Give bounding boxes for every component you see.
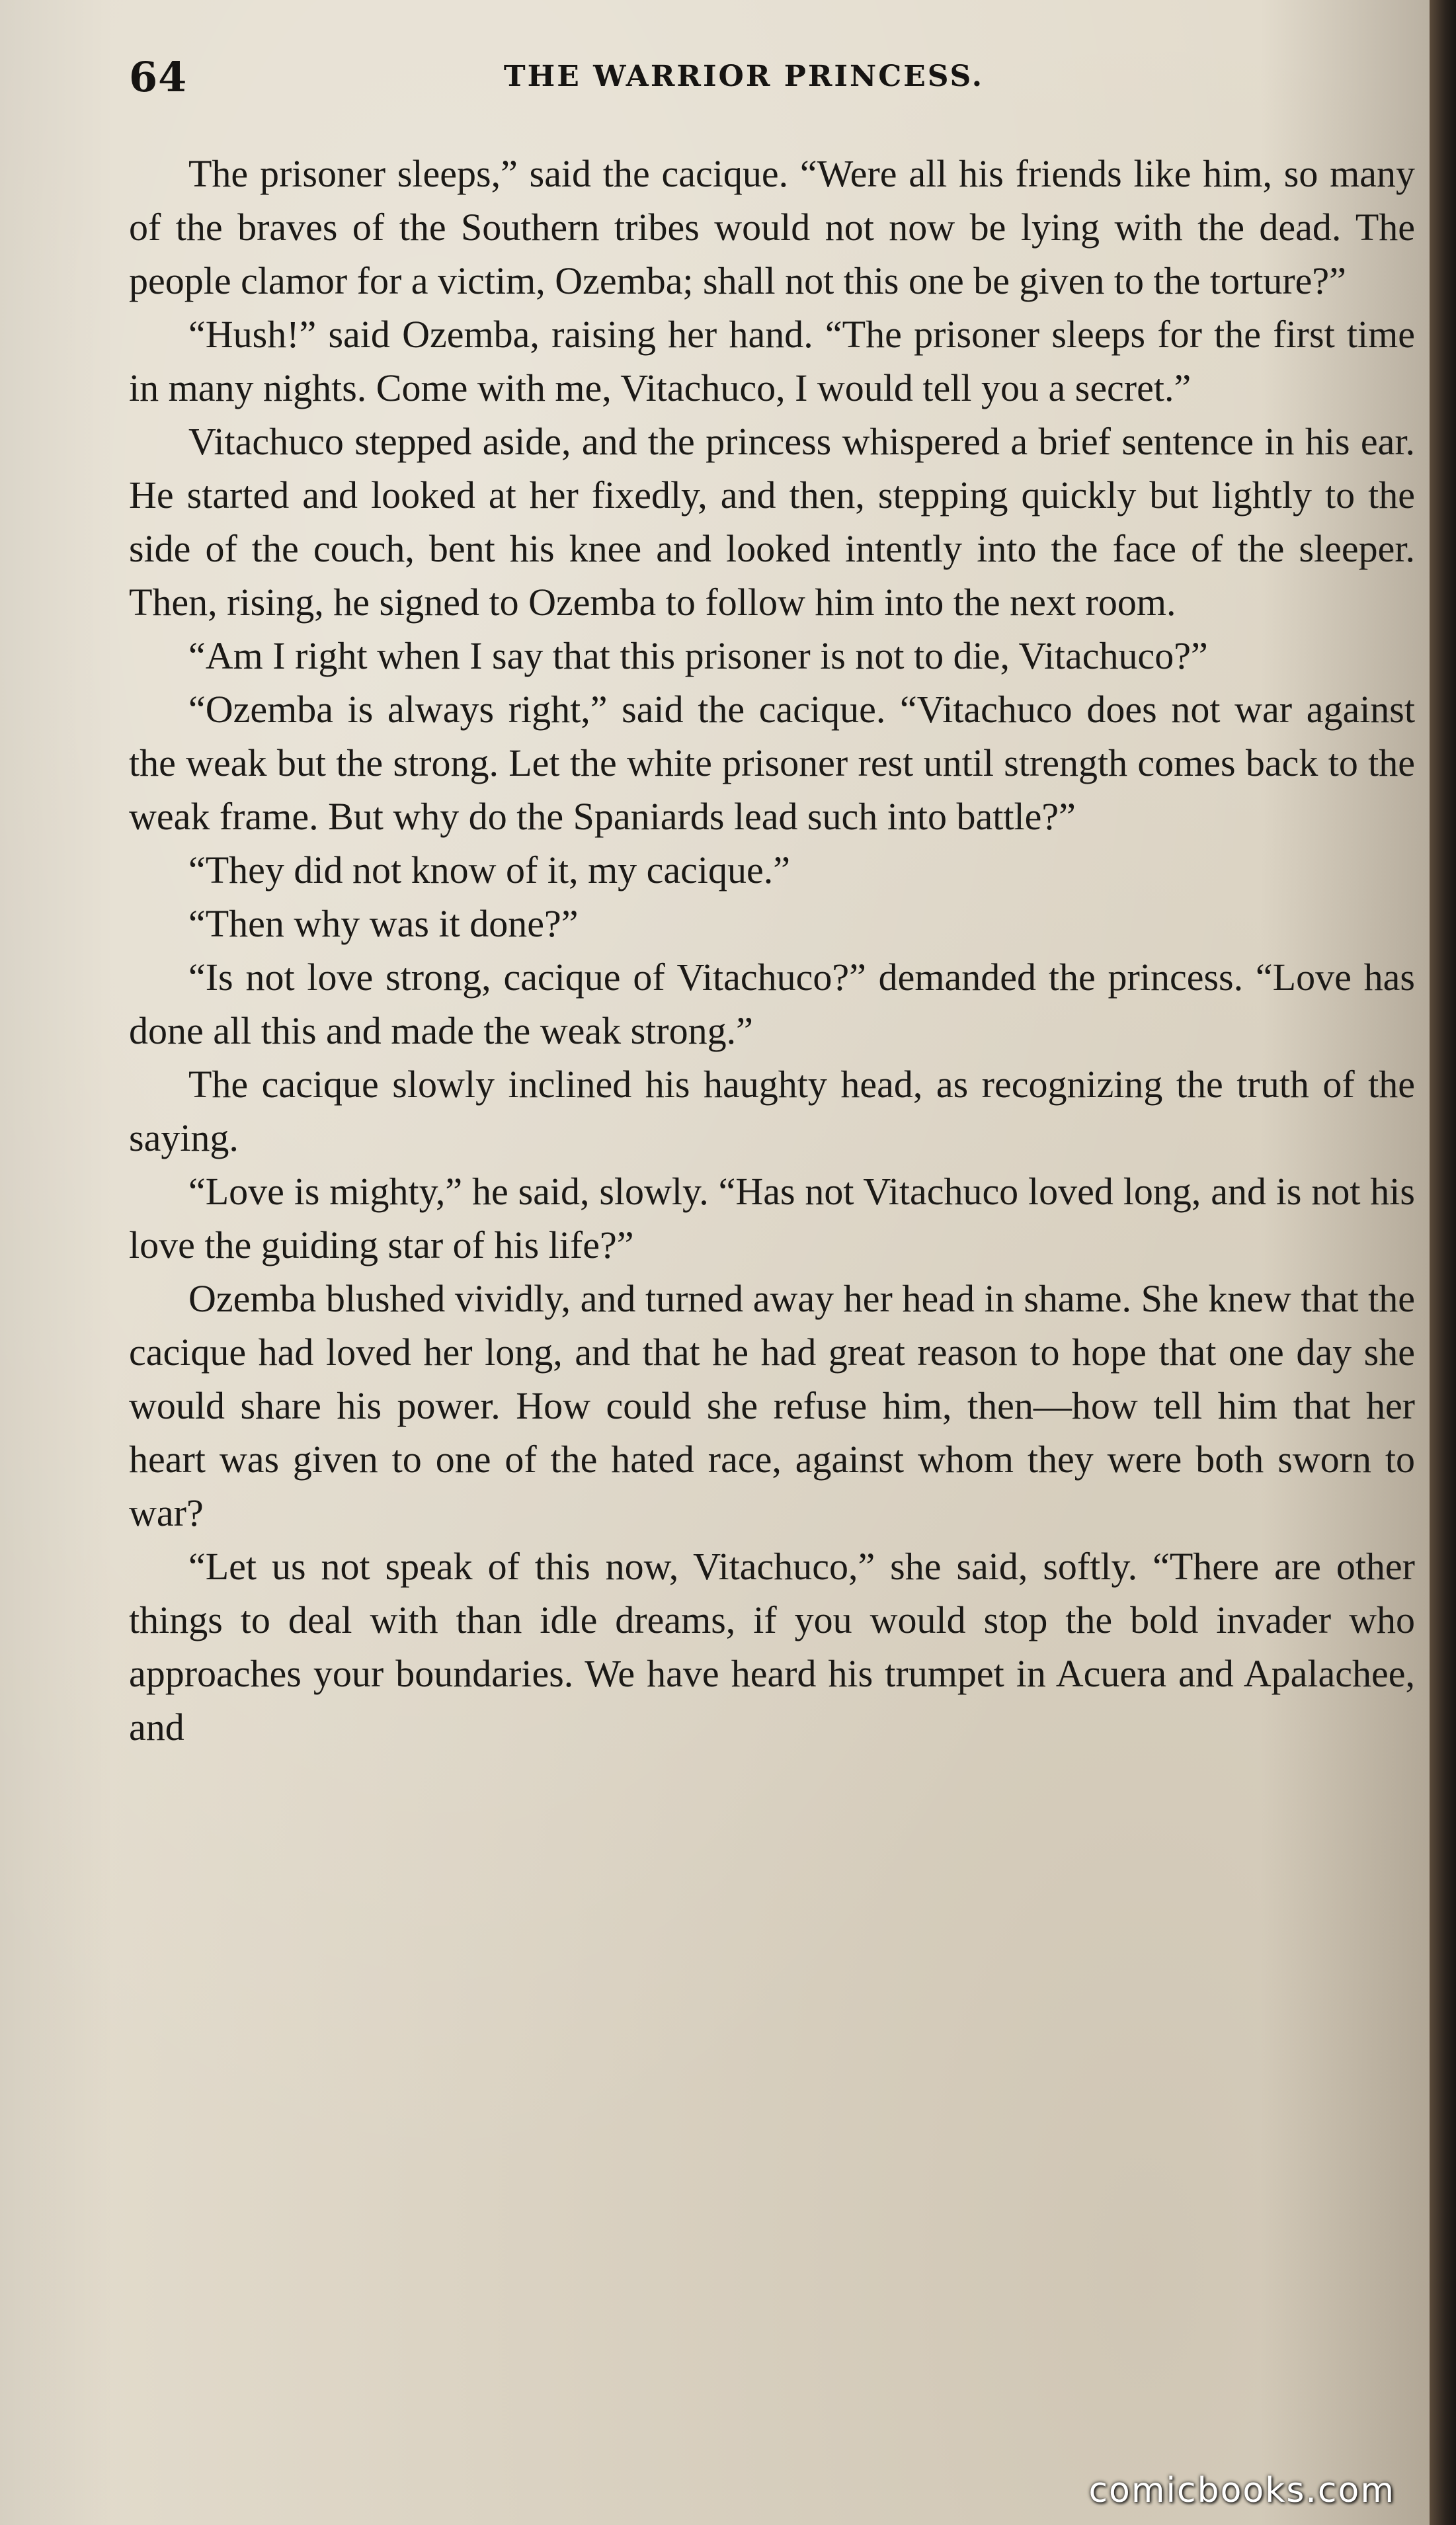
paragraph: “Is not love strong, cacique of Vitachuco?” demanded the princess. “Love has done all this and made the weak strong.” (129, 956, 1415, 1052)
paragraph: “They did not know of it, my cacique.” (188, 849, 791, 891)
paragraph: “Love is mighty,” he said, slowly. “Has not Vitachuco loved long, and is not his love the guiding star of his life?” (129, 1170, 1415, 1266)
body-text (129, 147, 1415, 1754)
paragraph: “Am I right when I say that this prisoner is not to die, Vitachuco?” (188, 634, 1208, 677)
page-header (129, 53, 1412, 99)
paragraph: The cacique slowly inclined his haughty head, as recognizing the truth of the saying. (129, 1063, 1415, 1159)
book-spine-edge (1430, 0, 1456, 2525)
paragraph: The prisoner sleeps,” said the cacique. “Were all his friends like him, so many of the braves of the Southern tribes would not now be lying with the dead. The people clamor for a victim, Ozemba; shall not this one be given to the torture?” (129, 152, 1415, 302)
paragraph: “Then why was it done?” (188, 902, 579, 945)
paragraph: “Let us not speak of this now, Vitachuco,” she said, softly. “There are other things to deal with than idle dreams, if you would stop the bold invader who approaches your boundaries. We have heard his trumpet in Acuera and Apalachee, and (129, 1545, 1415, 1749)
paragraph: Vitachuco stepped aside, and the princess whispered a brief sentence in his ear. He started and looked at her fixedly, and then, stepping quickly but lightly to the side of the couch, bent his knee and looked intently into the face of the sleeper. Then, rising, he signed to Ozemba to follow him into the next room. (129, 420, 1415, 624)
paragraph: “Hush!” said Ozemba, raising her hand. “The prisoner sleeps for the first time in many nights. Come with me, Vitachuco, I would tell you a secret.” (129, 313, 1415, 409)
watermark: comicbooks.com (1088, 2471, 1395, 2510)
running-head: THE WARRIOR PRINCESS. (503, 60, 985, 93)
paragraph: Ozemba blushed vividly, and turned away her head in shame. She knew that the cacique had loved her long, and that he had great reason to hope that one day she would share his power. How could she refuse him, then—how tell him that her heart was given to one of the hated race, against whom they were both sworn to war? (129, 1277, 1415, 1534)
page-number: 64 (129, 53, 188, 101)
paragraph: “Ozemba is always right,” said the cacique. “Vitachuco does not war against the weak but the strong. Let the white prisoner rest until strength comes back to the weak frame. But why do the Spaniards lead such into battle?” (129, 688, 1415, 838)
